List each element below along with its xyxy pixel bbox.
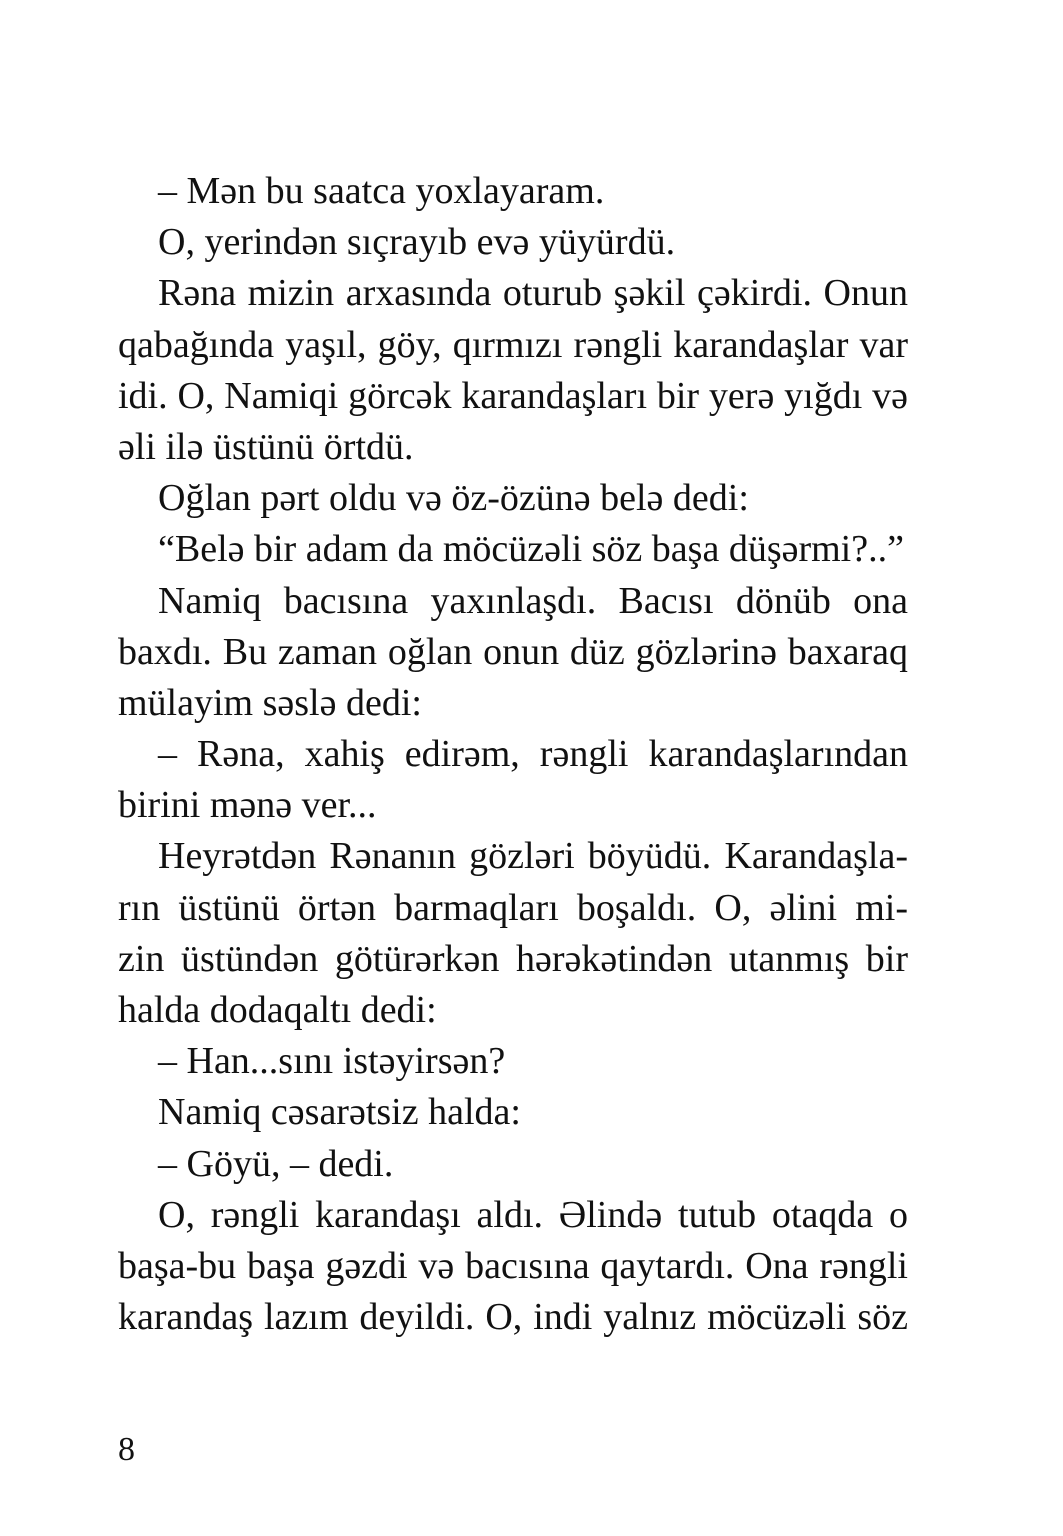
- text-line: O, yerindən sıçrayıb evə yüyürdü.: [158, 221, 676, 264]
- text-line: halda dodaqaltı dedi:: [118, 989, 437, 1031]
- text-line: birini mənə ver...: [118, 784, 377, 827]
- body-text: [118, 166, 908, 1343]
- text-line: əli ilə üstünü örtdü.: [118, 425, 414, 468]
- text-line: mülayim səslə dedi:: [118, 681, 422, 724]
- text-line: Oğlan pərt oldu və öz-özünə belə dedi:: [158, 477, 749, 520]
- text-line: Heyrətdən Rənanın gözləri böyüdü. Karandaşla-: [158, 835, 908, 878]
- text-line: baxdı. Bu zaman oğlan onun düz gözlərinə baxaraq: [118, 630, 908, 673]
- text-line: Namiq bacısına yaxınlaşdı. Bacısı dönüb ona: [158, 579, 908, 622]
- text-line: qabağında yaşıl, göy, qırmızı rəngli karandaşlar var: [118, 323, 908, 366]
- text-line: “Belə bir adam da möcüzəli söz başa düşərmi?..”: [158, 528, 904, 571]
- text-line: Namiq cəsarətsiz halda:: [158, 1091, 521, 1134]
- text-line: – Göyü, – dedi.: [158, 1142, 394, 1185]
- text-line: – Han...sını istəyirsən?: [158, 1040, 506, 1083]
- text-line: karandaş lazım deyildi. O, indi yalnız möcüzəli söz: [118, 1296, 908, 1339]
- text-line: O, rəngli karandaşı aldı. Əlində tutub otaqda o: [158, 1193, 908, 1236]
- text-line: başa-bu başa gəzdi və bacısına qaytardı. Ona rəngli: [118, 1244, 908, 1287]
- text-line: – Mən bu saatca yoxlayaram.: [158, 170, 605, 212]
- text-line: rın üstünü örtən barmaqları boşaldı. O, əlini mi-: [118, 886, 908, 929]
- page-number: 8: [118, 1431, 135, 1468]
- text-line: idi. O, Namiqi görcək karandaşları bir yerə yığdı və: [118, 374, 908, 417]
- text-line: Rəna mizin arxasında oturub şəkil çəkirdi. Onun: [158, 272, 908, 315]
- text-line: zin üstündən götürərkən hərəkətindən utanmış bir: [118, 937, 908, 980]
- text-line: – Rəna, xahiş edirəm, rəngli karandaşlarından: [158, 733, 908, 776]
